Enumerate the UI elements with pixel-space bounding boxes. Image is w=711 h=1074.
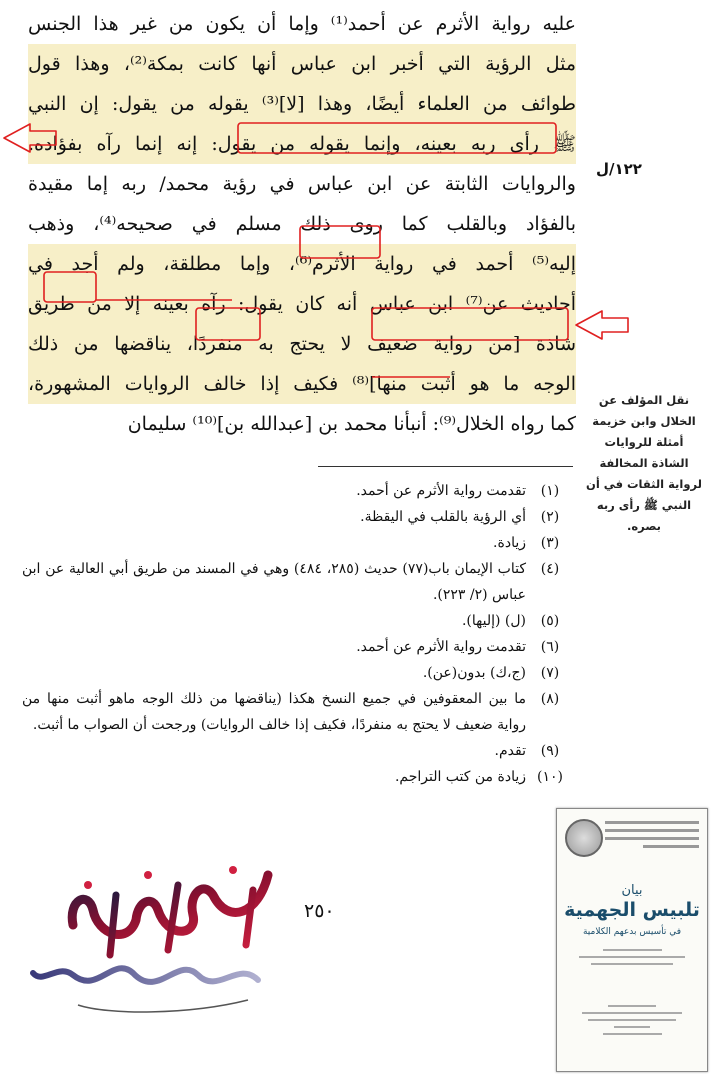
footnote-text: زيادة. <box>493 535 526 551</box>
footnote-text: أي الرؤية بالقلب في اليقظة. <box>360 509 526 525</box>
text-line-5: والروايات الثابتة عن ابن عباس في رؤية محمد/ ربه إما مقيدة <box>28 173 576 195</box>
footnote-number: (٤) <box>540 561 560 577</box>
cover-subtitle: في تأسيس بدعهم الكلامية <box>582 927 682 937</box>
footnote-text: تقدم. <box>494 743 526 759</box>
footnote <box>22 738 574 764</box>
text-line-7: إليه⁽⁵⁾ أحمد في رواية الأثرم⁽⁶⁾، وإما مطلقة، ولم أجد في <box>28 244 576 284</box>
footnote-text: زيادة من كتب التراجم. <box>394 769 526 785</box>
text-line-11: كما رواه الخلال⁽⁹⁾: أنبأنا محمد بن [عبدالله بن]⁽¹⁰⁾ سليمان <box>127 413 576 435</box>
markup-box-4 <box>372 308 568 340</box>
markup-box-2 <box>300 226 380 258</box>
footnote-text: (ل) (إليها). <box>461 613 526 629</box>
footnote-text: تقدمت رواية الأثرم عن أحمد. <box>356 639 526 655</box>
footnote <box>22 608 574 634</box>
footnote <box>22 764 574 790</box>
markup-box-5 <box>196 308 260 340</box>
footnote-number: (٧) <box>540 665 560 681</box>
footnote <box>22 556 574 608</box>
footnote <box>22 504 574 530</box>
seal-icon <box>565 819 603 857</box>
footnote-text: ما بين المعقوفين في جميع النسخ هكذا (يناقضها من ذلك الوجه ماهو أثبت منها من رواية ضعيف لا يحتج به منفردًا، فكيف إذا خالف الروايات) ورجحت أن الصواب ما أثبت. <box>22 691 526 733</box>
cover-header-lines <box>605 821 699 853</box>
page-number: ٢٥٠ <box>304 900 335 922</box>
footnote <box>22 478 574 504</box>
footnote-number: (٦) <box>540 639 560 655</box>
footnote-text: كتاب الإيمان باب(٧٧) حديث (٢٨٥، ٤٨٤) وهي في المسند من طريق أبي العالية عن ابن عباس (٢/ ٢٢٣). <box>22 561 526 603</box>
footnote-number: (٢) <box>540 509 560 525</box>
text-line-9: شاذة [من رواية ضعيف لا يحتج به منفردًا، يناقضها من ذلك <box>28 324 576 364</box>
text-line-8: أحاديث عن⁽⁷⁾ ابن عباس أنه كان يقول: رآه بعينه إلا من طريق <box>28 284 576 324</box>
text-line-10: الوجه ما هو أثبت منها]⁽⁸⁾ فكيف إذا خالف الروايات المشهورة، <box>28 364 576 404</box>
footnote <box>22 686 574 738</box>
cover-title: تلبيس الجهمية <box>564 899 700 921</box>
cover-label: بيان <box>621 883 643 898</box>
text-line-4: ﷺ رأى ربه بعينه، وإنما يقوله من يقول: إنه إنما رآه بفؤاده. <box>28 124 576 164</box>
markup-arrow-left-2 <box>576 311 628 339</box>
footnote-number: (٨) <box>540 691 560 707</box>
text-line-1: عليه رواية الأثرم عن أحمد⁽¹⁾ وإما أن يكون من غير هذا الجنس <box>28 13 576 35</box>
footnote-number: (٥) <box>540 613 560 629</box>
footnote-text: تقدمت رواية الأثرم عن أحمد. <box>356 483 526 499</box>
margin-note: نقل المؤلف عن الخلال وابن خزيمة أمثلة للروايات الشاذة المخالفة لرواية الثقات في أن النبي ﷺ رأى ربه بصره. <box>586 393 702 533</box>
cover-author-lines <box>573 949 691 970</box>
calligraphy-logo <box>18 855 283 1020</box>
text-line-3: طوائف من العلماء أيضًا، وهذا [لا]⁽³⁾ يقوله من يقول: إن النبي <box>28 84 576 124</box>
footnote <box>22 634 574 660</box>
footnote <box>22 660 574 686</box>
footnote-number: (١) <box>540 483 560 499</box>
footnotes <box>22 478 574 790</box>
markup-box-1 <box>238 123 556 153</box>
footnote-number: (١٠) <box>537 769 563 785</box>
footnote-number: (٩) <box>540 743 560 759</box>
book-cover-thumbnail <box>556 808 708 1072</box>
footnote-divider <box>318 466 573 467</box>
text-line-2: مثل الرؤية التي أخبر ابن عباس أنها كانت بمكة⁽²⁾، وهذا قول <box>28 44 576 84</box>
footnote-text: (ج،ك) بدون(عن). <box>422 665 526 681</box>
footnote-number: (٣) <box>540 535 560 551</box>
text-line-6: بالفؤاد وبالقلب كما روى ذلك مسلم في صحيحه⁽⁴⁾، وذهب <box>28 213 576 235</box>
cover-publisher-lines <box>573 1005 691 1040</box>
markup-arrow-left-1 <box>4 124 56 152</box>
footnote <box>22 530 574 556</box>
markup-box-3 <box>44 272 96 302</box>
page-reference: ١٢٢/ل <box>596 160 642 178</box>
